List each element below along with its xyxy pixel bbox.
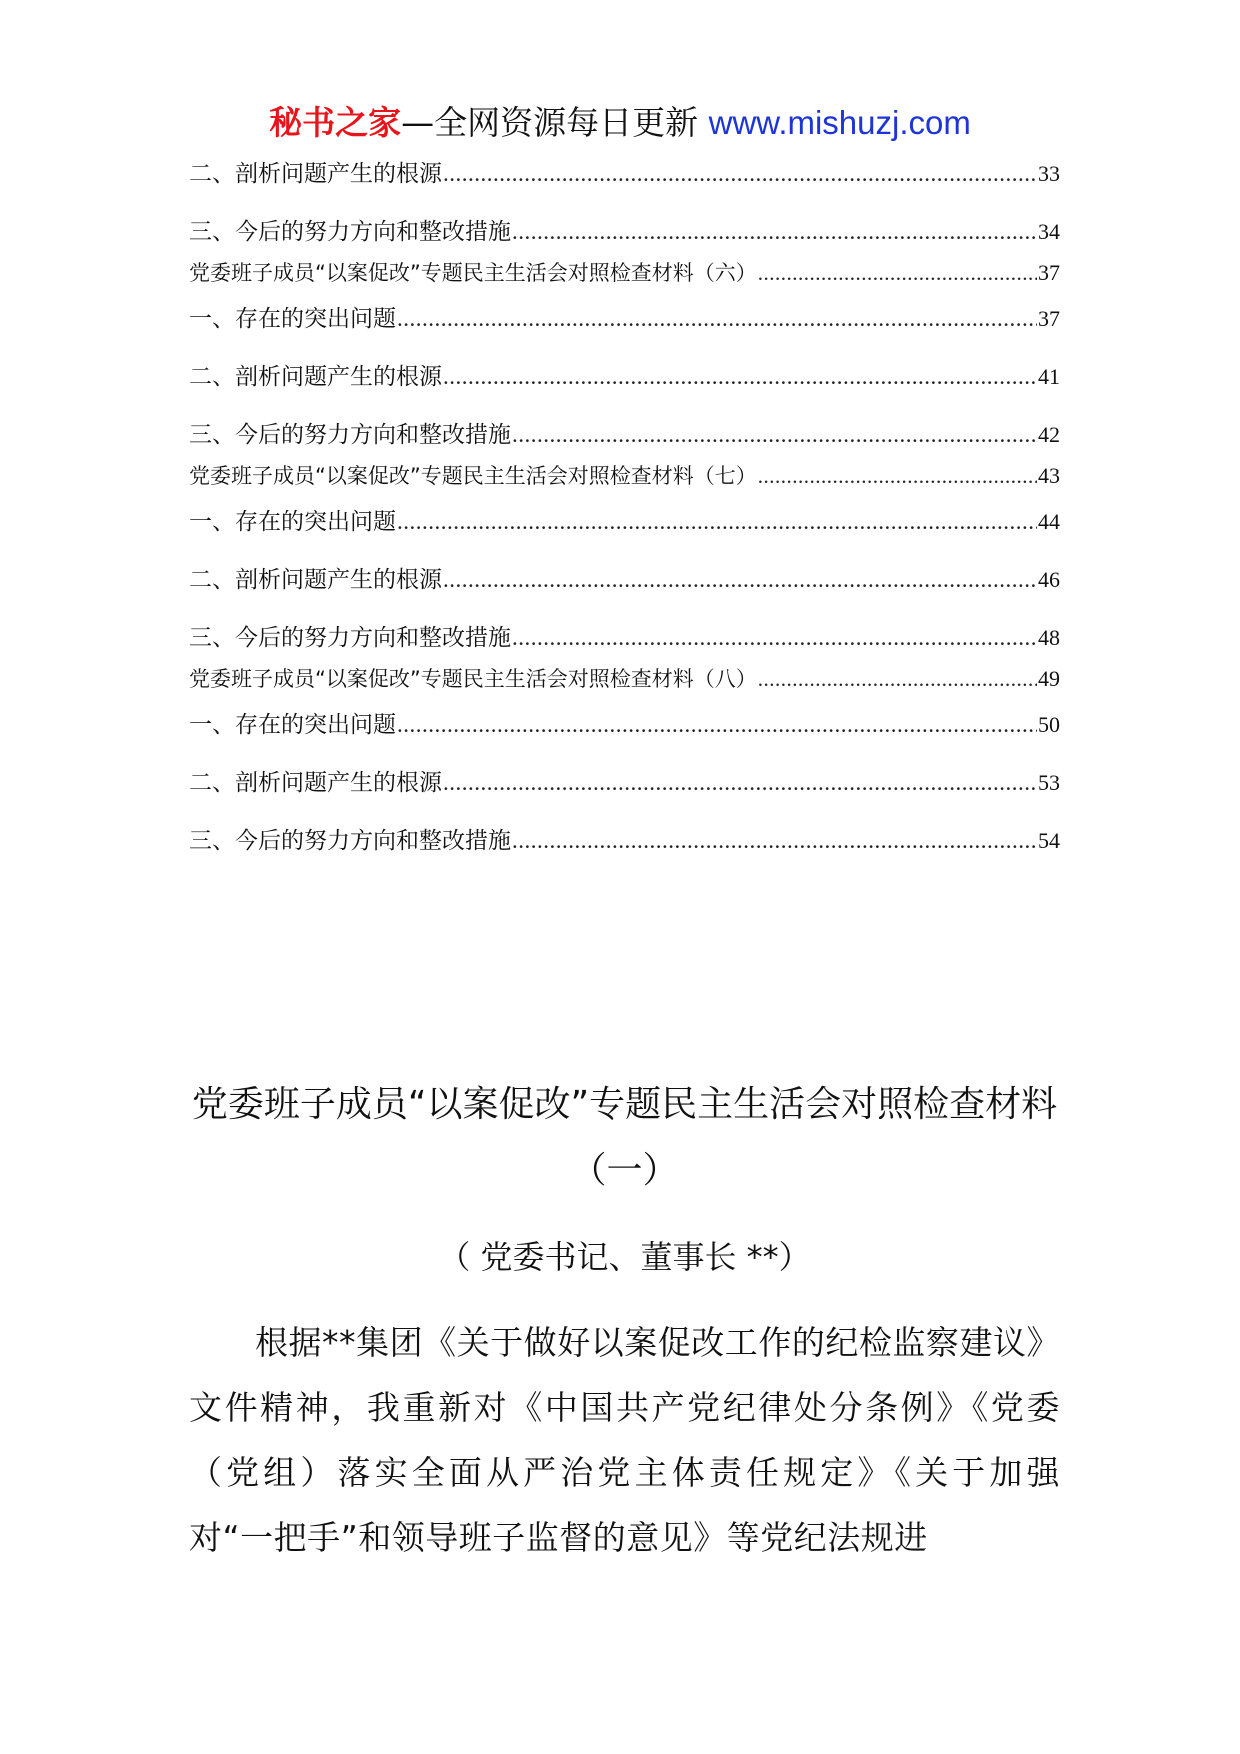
toc-entry-title: 二、剖析问题产生的根源: [189, 161, 442, 187]
toc-entry-page: 37: [1038, 260, 1060, 285]
toc-entry-page: 53: [1038, 770, 1060, 795]
toc-leader-dots: [397, 712, 1037, 738]
toc-entry-title: 三、今后的努力方向和整改措施: [189, 219, 511, 245]
toc-entry-page: 50: [1038, 712, 1060, 737]
toc-entry-page: 49: [1038, 666, 1060, 691]
toc-entry[interactable]: [189, 764, 1060, 798]
site-tagline: —全网资源每日更新: [401, 103, 709, 142]
toc-entry-page: 33: [1038, 161, 1060, 186]
toc-leader-dots: [512, 219, 1037, 245]
toc-leader-dots: [397, 509, 1037, 535]
toc-entry[interactable]: [189, 257, 1060, 289]
document-subtitle: （ 党委书记、董事长 **）: [438, 1238, 811, 1276]
toc-leader-dots: [443, 567, 1037, 593]
document-title: 党委班子成员“以案促改”专题民主生活会对照检查材料（一）: [191, 1084, 1058, 1191]
toc-entry[interactable]: [189, 822, 1060, 856]
toc-entry-page: 46: [1038, 567, 1060, 592]
toc-leader-dots: [443, 161, 1037, 187]
toc-entry-title: 一、存在的突出问题: [189, 306, 396, 332]
toc-entry-title: 二、剖析问题产生的根源: [189, 770, 442, 796]
toc-entry-title: 党委班子成员“以案促改”专题民主生活会对照检查材料（七）: [189, 464, 757, 488]
toc-entry-page: 44: [1038, 509, 1060, 534]
toc-entry-title: 三、今后的努力方向和整改措施: [189, 828, 511, 854]
toc-entry-title: 一、存在的突出问题: [189, 509, 396, 535]
toc-entry-page: 43: [1038, 463, 1060, 488]
toc-entry[interactable]: [189, 416, 1060, 450]
toc-entry-title: 一、存在的突出问题: [189, 712, 396, 738]
toc-entry[interactable]: [189, 213, 1060, 247]
toc-leader-dots: [758, 261, 1037, 286]
body-paragraph: 根据**集团《关于做好以案促改工作的纪检监察建议》文件精神，我重新对《中国共产党纪律处分条例》《党委（党组）落实全面从严治党主体责任规定》《关于加强对“一把手”和领导班子监督的意见》等党纪法规进: [189, 1323, 1060, 1557]
toc-entry-page: 34: [1038, 219, 1060, 244]
site-url-link[interactable]: www.mishuzj.com: [708, 104, 971, 141]
toc-entry[interactable]: [189, 561, 1060, 595]
toc-entry-page: 41: [1038, 364, 1060, 389]
toc-entry-page: 48: [1038, 625, 1060, 650]
toc-entry-title: 三、今后的努力方向和整改措施: [189, 422, 511, 448]
toc-leader-dots: [758, 667, 1037, 692]
toc-leader-dots: [443, 770, 1037, 796]
toc-entry[interactable]: [189, 706, 1060, 740]
toc-leader-dots: [758, 464, 1037, 489]
toc-leader-dots: [512, 422, 1037, 448]
toc-entry[interactable]: [189, 619, 1060, 653]
site-header: [0, 100, 1240, 146]
toc-entry-title: 党委班子成员“以案促改”专题民主生活会对照检查材料（八）: [189, 667, 757, 691]
toc-leader-dots: [512, 828, 1037, 854]
site-brand: 秘书之家: [269, 103, 402, 142]
toc-leader-dots: [443, 364, 1037, 390]
toc-entry-title: 二、剖析问题产生的根源: [189, 364, 442, 390]
toc-entry-title: 党委班子成员“以案促改”专题民主生活会对照检查材料（六）: [189, 261, 757, 285]
toc-entry[interactable]: [189, 460, 1060, 492]
toc-entry[interactable]: [189, 155, 1060, 189]
toc-entry[interactable]: [189, 300, 1060, 334]
toc-entry[interactable]: [189, 358, 1060, 392]
toc-entry-page: 37: [1038, 306, 1060, 331]
toc-leader-dots: [397, 306, 1037, 332]
toc-entry-title: 二、剖析问题产生的根源: [189, 567, 442, 593]
toc-entry-page: 54: [1038, 828, 1060, 853]
toc-leader-dots: [512, 625, 1037, 651]
toc-entry-page: 42: [1038, 422, 1060, 447]
toc-entry[interactable]: [189, 663, 1060, 695]
toc-entry-title: 三、今后的努力方向和整改措施: [189, 625, 511, 651]
toc-entry[interactable]: [189, 503, 1060, 537]
